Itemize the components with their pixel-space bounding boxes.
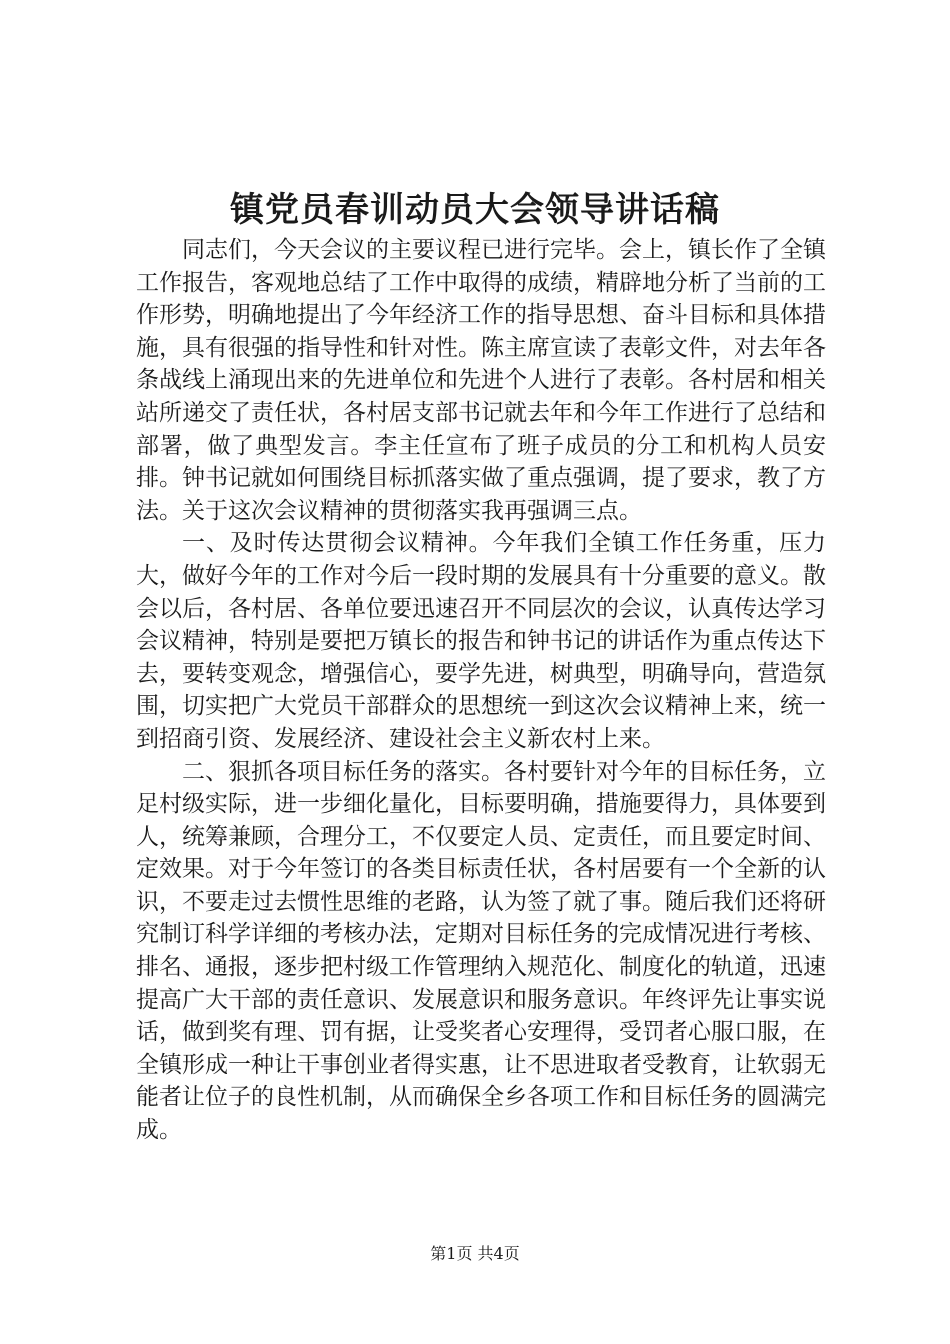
paragraph-intro: 同志们，今天会议的主要议程已进行完毕。会上，镇长作了全镇工作报告，客观地总结了工作中取得的成绩，精辟地分析了当前的工作形势，明确地提出了今年经济工作的指导思想、奋斗目标和具体措施，具有很强的指导性和针对性。陈主席宣读了表彰文件，对去年各条战线上涌现出来的先进单位和先进个人进行了表彰。各村居和相关站所递交了责任状，各村居支部书记就去年和今年工作进行了总结和部署，做了典型发言。李主任宣布了班子成员的分工和机构人员安排。钟书记就如何围绕目标抓落实做了重点强调，提了要求，教了方法。关于这次会议精神的贯彻落实我再强调三点。 — [136, 237, 826, 524]
paragraph-point-one: 一、及时传达贯彻会议精神。今年我们全镇工作任务重，压力大，做好今年的工作对今后一段时期的发展具有十分重要的意义。散会以后，各村居、各单位要迅速召开不同层次的会议，认真传达学习会议精神，特别是要把万镇长的报告和钟书记的讲话作为重点传达下去，要转变观念，增强信心，要学先进，树典型，明确导向，营造氛围，切实把广大党员干部群众的思想统一到这次会议精神上来，统一到招商引资、发展经济、建设社会主义新农村上来。 — [136, 530, 826, 752]
document-body — [136, 234, 826, 1147]
paragraph-point-two: 二、狠抓各项目标任务的落实。各村要针对今年的目标任务，立足村级实际，进一步细化量化，目标要明确，措施要得力，具体要到人，统筹兼顾，合理分工，不仅要定人员、定责任，而且要定时间、定效果。对于今年签订的各类目标责任状，各村居要有一个全新的认识，不要走过去惯性思维的老路，认为签了就了事。随后我们还将研究制订科学详细的考核办法，定期对目标任务的完成情况进行考核、排名、通报，逐步把村级工作管理纳入规范化、制度化的轨道，迅速提高广大干部的责任意识、发展意识和服务意识。年终评先让事实说话，做到奖有理、罚有据，让受奖者心安理得，受罚者心服口服，在全镇形成一种让干事创业者得实惠，让不思进取者受教育，让软弱无能者让位子的良性机制，从而确保全乡各项工作和目标任务的圆满完成。 — [136, 758, 826, 1144]
document-title: 镇党员春训动员大会领导讲话稿 — [230, 190, 720, 230]
page-number-footer: 第1页 共4页 — [430, 1244, 520, 1263]
